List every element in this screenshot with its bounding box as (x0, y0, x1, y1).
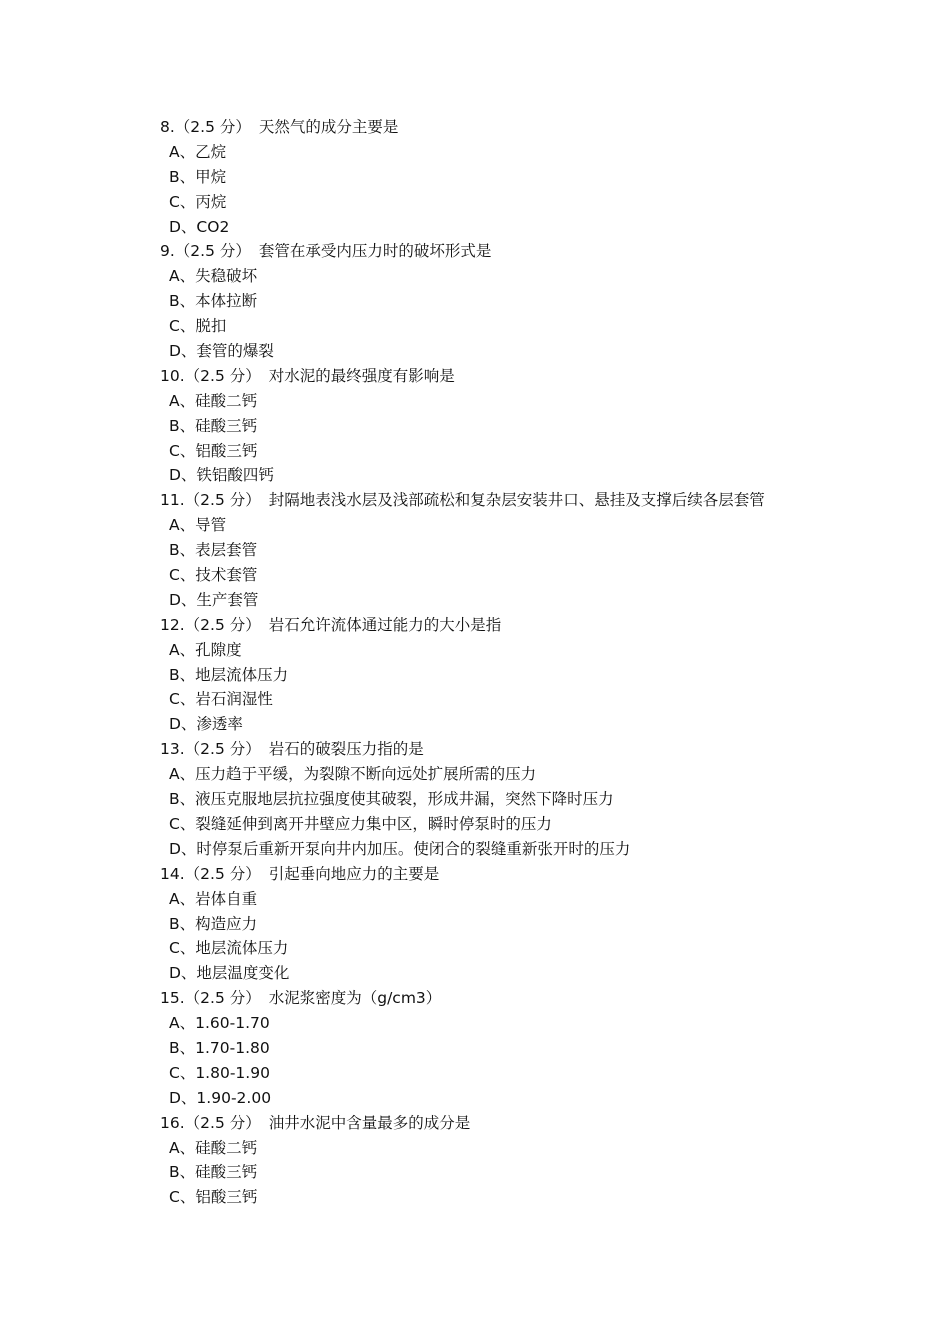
answer-option: A、导管 (169, 516, 227, 535)
answer-option: D、1.90-2.00 (169, 1088, 272, 1107)
answer-option: A、硅酸二钙 (169, 391, 258, 410)
question-number: 14. (160, 864, 185, 883)
answer-option: D、地层温度变化 (169, 964, 290, 983)
question-number: 13. (160, 740, 185, 759)
question-9 (160, 239, 920, 264)
question-number: 15. (160, 989, 185, 1008)
question-text: 水泥浆密度为（g/cm3） (268, 989, 442, 1008)
answer-option: A、硅酸二钙 (169, 1138, 258, 1157)
question-text: 套管在承受内压力时的破坏形式是 (258, 242, 492, 261)
question-score: （2.5 分） (184, 491, 261, 510)
question-11 (160, 488, 920, 513)
question-number: 8. (160, 118, 175, 136)
answer-option: C、技术套管 (169, 566, 258, 585)
answer-option: A、岩体自重 (169, 889, 258, 908)
answer-option: B、地层流体压力 (169, 665, 289, 684)
question-13 (160, 737, 920, 762)
question-text: 引起垂向地应力的主要是 (268, 864, 440, 883)
answer-option: A、孔隙度 (169, 640, 242, 659)
question-score: （2.5 分） (184, 740, 261, 759)
question-number: 10. (160, 366, 185, 385)
question-score: （2.5 分） (184, 989, 261, 1008)
question-text: 油井水泥中含量最多的成分是 (268, 1113, 471, 1132)
answer-option: D、套管的爆裂 (169, 342, 274, 361)
answer-option: A、失稳破坏 (169, 267, 258, 286)
answer-option: A、1.60-1.70 (169, 1014, 270, 1033)
answer-option: C、脱扣 (169, 317, 227, 336)
question-score: （2.5 分） (184, 864, 261, 883)
answer-option: B、表层套管 (169, 541, 258, 560)
answer-option: B、甲烷 (169, 167, 227, 186)
question-score: （2.5 分） (184, 1113, 261, 1132)
question-number: 9. (160, 242, 175, 261)
answer-option: B、硅酸三钙 (169, 1163, 258, 1182)
answer-option: D、渗透率 (169, 715, 243, 734)
question-12 (160, 613, 920, 638)
question-text: 封隔地表浅水层及浅部疏松和复杂层安装井口、悬挂及支撑后续各层套管 (268, 491, 765, 510)
answer-option: D、生产套管 (169, 590, 259, 609)
question-16 (160, 1111, 920, 1136)
answer-option: A、乙烷 (169, 142, 227, 161)
question-score: （2.5 分） (174, 118, 251, 136)
question-text: 岩石的破裂压力指的是 (268, 740, 424, 759)
answer-option: C、裂缝延伸到离开井壁应力集中区，瞬时停泵时的压力 (169, 814, 552, 833)
question-score: （2.5 分） (184, 366, 261, 385)
question-text: 天然气的成分主要是 (258, 118, 399, 136)
answer-option: B、构造应力 (169, 914, 258, 933)
question-14 (160, 862, 920, 887)
question-number: 12. (160, 615, 185, 634)
answer-option: C、地层流体压力 (169, 939, 289, 958)
answer-option: A、压力趋于平缓，为裂隙不断向远处扩展所需的压力 (169, 765, 537, 784)
answer-option: B、硅酸三钙 (169, 416, 258, 435)
exam-document (160, 115, 920, 1210)
answer-option: C、丙烷 (169, 192, 227, 211)
answer-option: C、岩石润湿性 (169, 690, 273, 709)
question-8 (160, 115, 920, 140)
question-text: 对水泥的最终强度有影响是 (268, 366, 455, 385)
answer-option: D、CO2 (169, 217, 230, 236)
answer-option: B、本体拉断 (169, 292, 258, 311)
answer-option: D、铁铝酸四钙 (169, 466, 274, 485)
question-text: 岩石允许流体通过能力的大小是指 (268, 615, 502, 634)
answer-option: C、铝酸三钙 (169, 441, 258, 460)
answer-option: C、铝酸三钙 (169, 1188, 258, 1207)
question-10 (160, 364, 920, 389)
question-number: 16. (160, 1113, 185, 1132)
question-15 (160, 986, 920, 1011)
question-score: （2.5 分） (174, 242, 251, 261)
answer-option: B、液压克服地层抗拉强度使其破裂，形成井漏，突然下降时压力 (169, 790, 614, 809)
question-number: 11. (160, 491, 185, 510)
question-score: （2.5 分） (184, 615, 261, 634)
answer-option: D、时停泵后重新开泵向井内加压。使闭合的裂缝重新张开时的压力 (169, 839, 631, 858)
answer-option: C、1.80-1.90 (169, 1063, 270, 1082)
answer-option: B、1.70-1.80 (169, 1038, 270, 1057)
